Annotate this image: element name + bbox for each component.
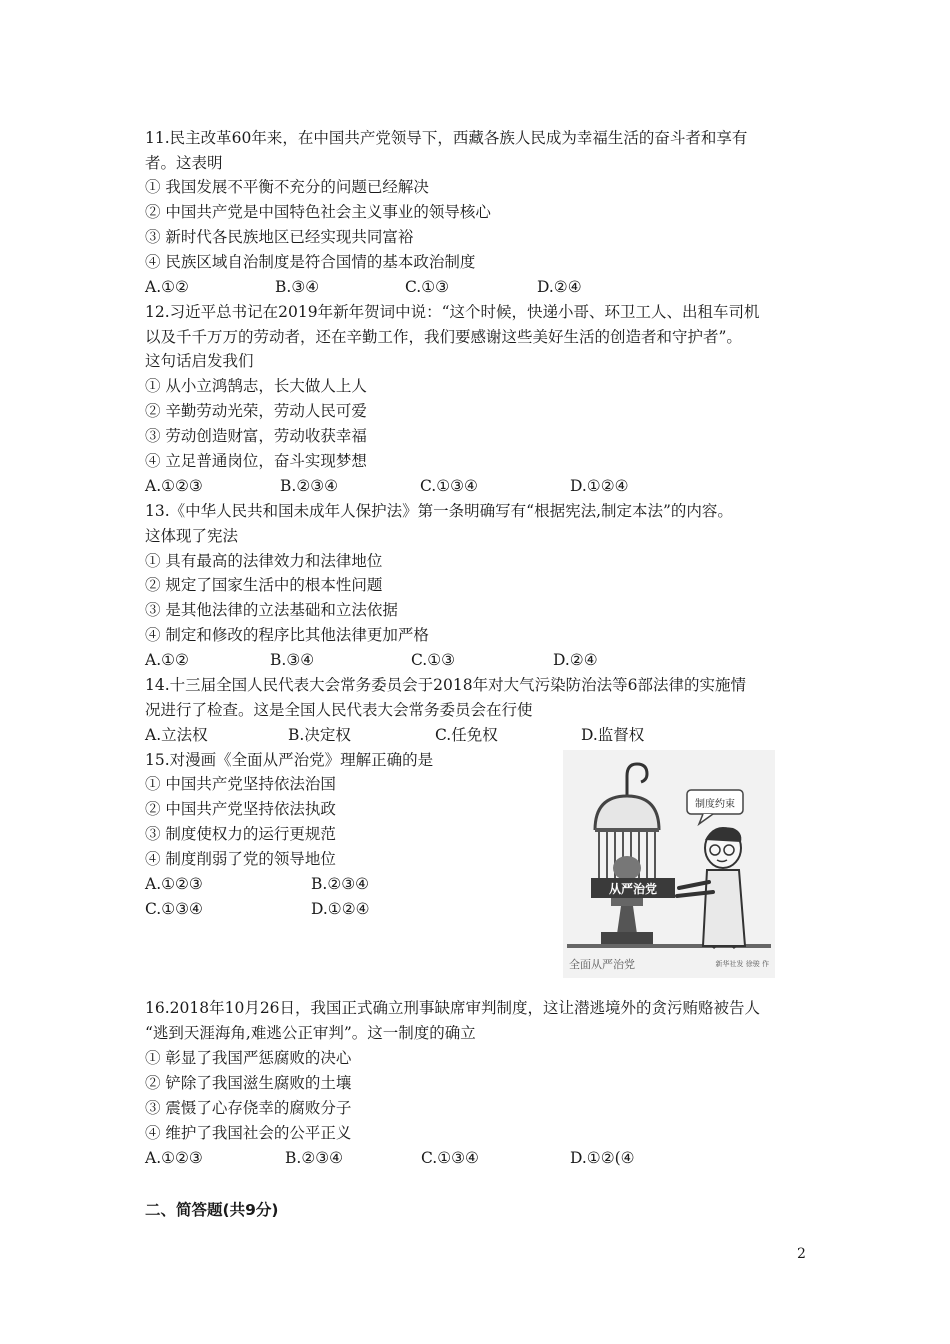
cartoon-credit: 新华社发 徐骏 作	[715, 960, 769, 968]
q11-option-a[interactable]: A.①②	[145, 278, 189, 296]
cage-dome	[595, 796, 659, 830]
q12-stem-line-1: 12.习近平总书记在2019年新年贺词中说：“这个时候，快递小哥、环卫工人、出租车司机	[145, 303, 760, 321]
q11-item-2: ② 中国共产党是中国特色社会主义事业的领导核心	[145, 203, 491, 221]
page-number: 2	[797, 1246, 806, 1262]
q16-stem-line-2: “逃到天涯海角,难逃公正审判”。这一制度的确立	[145, 1024, 476, 1042]
q16-stem-line-1: 16.2018年10月26日，我国正式确立刑事缺席审判制度，这让潜逃境外的贪污贿赂被告人	[145, 999, 761, 1017]
q13-option-d[interactable]: D.②④	[553, 651, 598, 669]
q12-stem-line-2: 以及千千万万的劳动者，还在辛勤工作，我们要感谢这些美好生活的创造者和守护者”。	[145, 328, 742, 346]
q15-options-row-1	[145, 872, 445, 897]
q12-item-1: ① 从小立鸿鹄志，长大做人上人	[145, 377, 367, 395]
q15-item-2: ② 中国共产党坚持依法执政	[145, 800, 336, 818]
q12-option-b[interactable]: B.②③④	[280, 477, 339, 495]
q15-option-b[interactable]: B.②③④	[311, 875, 370, 893]
q12-option-c[interactable]: C.①③④	[420, 477, 478, 495]
q11-item-1: ① 我国发展不平衡不充分的问题已经解决	[145, 178, 429, 196]
q12-item-3: ③ 劳动创造财富，劳动收获幸福	[145, 427, 367, 445]
q15-stem-line-1: 15.对漫画《全面从严治党》理解正确的是	[145, 751, 434, 769]
q11-item-3: ③ 新时代各民族地区已经实现共同富裕	[145, 228, 414, 246]
q16-item-4: ④ 维护了我国社会的公平正义	[145, 1124, 352, 1142]
q14-option-d[interactable]: D.监督权	[581, 726, 645, 744]
power-ball-icon	[613, 856, 641, 880]
stand-neck	[611, 898, 643, 906]
q15-option-c[interactable]: C.①③④	[145, 900, 203, 918]
q11-option-d[interactable]: D.②④	[537, 278, 582, 296]
q16-item-3: ③ 震慑了心存侥幸的腐败分子	[145, 1099, 352, 1117]
q13-option-c[interactable]: C.①③	[411, 651, 456, 669]
cage-ring	[595, 828, 659, 832]
q11-stem-line-2: 者。这表明	[145, 154, 223, 172]
q12-item-4: ④ 立足普通岗位，奋斗实现梦想	[145, 452, 367, 470]
q14-option-a[interactable]: A.立法权	[145, 726, 208, 744]
q14-stem-line-2: 况进行了检查。这是全国人民代表大会常务委员会在行使	[145, 701, 533, 719]
q15-option-d[interactable]: D.①②④	[311, 900, 370, 918]
cage-label-text: 从严治党	[608, 882, 658, 896]
q12-option-d[interactable]: D.①②④	[570, 477, 629, 495]
q11-options	[145, 275, 825, 300]
section-title: 二、简答题(共9分)	[145, 1201, 279, 1219]
q14-option-c[interactable]: C.任免权	[435, 726, 498, 744]
q15-options-row-2	[145, 897, 445, 922]
q13-stem-line-1: 13.《中华人民共和国未成年人保护法》第一条明确写有“根据宪法,制定本法”的内容。	[145, 502, 733, 520]
q16-option-b[interactable]: B.②③④	[285, 1149, 344, 1167]
stand-base	[601, 932, 653, 944]
q11-stem-line-1: 11.民主改革60年来，在中国共产党领导下，西藏各族人民成为幸福生活的奋斗者和享有	[145, 129, 748, 147]
q11-option-b[interactable]: B.③④	[275, 278, 320, 296]
q15-item-3: ③ 制度使权力的运行更规范	[145, 825, 336, 843]
q13-options	[145, 648, 825, 673]
q11-item-4: ④ 民族区域自治制度是符合国情的基本政治制度	[145, 253, 476, 271]
q16-options	[145, 1146, 825, 1171]
q13-item-2: ② 规定了国家生活中的根本性问题	[145, 576, 383, 594]
q12-option-a[interactable]: A.①②③	[145, 477, 203, 495]
q14-stem-line-1: 14.十三届全国人民代表大会常务委员会于2018年对大气污染防治法等6部法律的实施情	[145, 676, 746, 694]
q16-option-c[interactable]: C.①③④	[421, 1149, 479, 1167]
q16-option-a[interactable]: A.①②③	[145, 1149, 203, 1167]
q13-item-4: ④ 制定和修改的程序比其他法律更加严格	[145, 626, 429, 644]
q15-item-1: ① 中国共产党坚持依法治国	[145, 775, 336, 793]
q15-option-a[interactable]: A.①②③	[145, 875, 203, 893]
q15-item-4: ④ 制度削弱了党的领导地位	[145, 850, 336, 868]
q16-item-1: ① 彰显了我国严惩腐败的决心	[145, 1049, 352, 1067]
q11-option-c[interactable]: C.①③	[405, 278, 450, 296]
party-discipline-cartoon	[563, 750, 775, 978]
q12-stem-line-3: 这句话启发我们	[145, 352, 254, 370]
q14-options	[145, 723, 825, 748]
q13-item-3: ③ 是其他法律的立法基础和立法依据	[145, 601, 398, 619]
q16-option-d[interactable]: D.①②(④	[570, 1149, 635, 1167]
q13-item-1: ① 具有最高的法律效力和法律地位	[145, 552, 383, 570]
q13-option-b[interactable]: B.③④	[270, 651, 315, 669]
q12-options	[145, 474, 825, 499]
q13-option-a[interactable]: A.①②	[145, 651, 189, 669]
q13-stem-line-2: 这体现了宪法	[145, 527, 239, 545]
speech-bubble-text: 制度约束	[695, 799, 735, 810]
q12-item-2: ② 辛勤劳动光荣，劳动人民可爱	[145, 402, 367, 420]
q14-option-b[interactable]: B.决定权	[288, 726, 351, 744]
q16-item-2: ② 铲除了我国滋生腐败的土壤	[145, 1074, 352, 1092]
cartoon-caption: 全面从严治党	[569, 958, 635, 971]
